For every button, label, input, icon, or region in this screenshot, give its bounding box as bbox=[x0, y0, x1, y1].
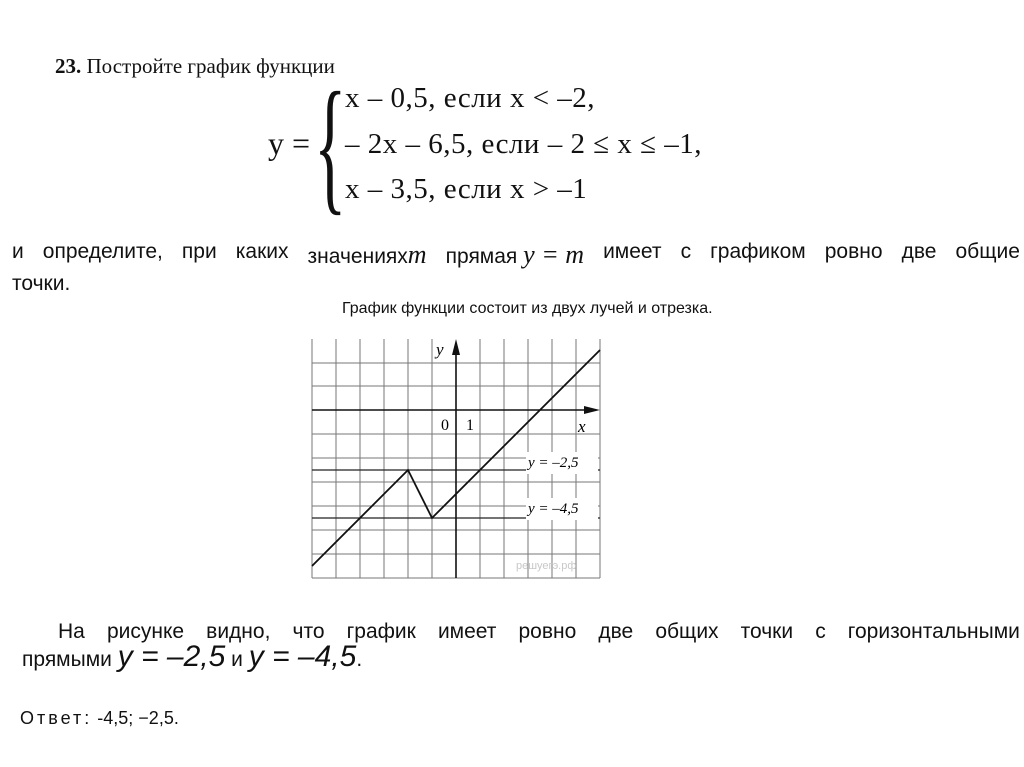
y-axis-label: y bbox=[436, 340, 444, 359]
question-word: и bbox=[12, 240, 24, 263]
question-line-2: точки. bbox=[12, 272, 71, 295]
conclusion-word: видно, bbox=[206, 620, 271, 643]
line-label-2: y = –4,5 bbox=[528, 501, 579, 517]
question-word: определите, bbox=[42, 240, 163, 263]
answer-value: -4,5; −2,5. bbox=[97, 708, 179, 728]
conclusion-word: горизонтальными bbox=[847, 620, 1020, 643]
question-line-1 bbox=[12, 240, 1020, 270]
question-word: ровно bbox=[824, 240, 883, 263]
conclusion-word: график bbox=[346, 620, 416, 643]
question-word: при bbox=[181, 240, 217, 263]
question-word: графиком bbox=[710, 240, 806, 263]
conclusion-math-1: y = –2,5 bbox=[117, 640, 226, 673]
problem-header bbox=[55, 54, 335, 79]
question-word: прямая y = m bbox=[445, 240, 585, 269]
conclusion-word: две bbox=[598, 620, 634, 643]
question-word: имеет bbox=[603, 240, 662, 263]
question-m: m bbox=[407, 240, 427, 269]
conclusion-word: На bbox=[58, 620, 85, 643]
x-axis-arrow bbox=[584, 406, 600, 414]
unit-label: 1 bbox=[466, 417, 474, 434]
question-word: значенияхm bbox=[307, 240, 427, 269]
problem-number: 23. bbox=[55, 54, 82, 78]
function-case-1: x – 0,5, если x < –2, bbox=[345, 82, 596, 114]
conclusion-word: имеет bbox=[437, 620, 497, 643]
problem-title: Постройте график функции bbox=[86, 54, 335, 78]
conclusion-word: точки bbox=[740, 620, 794, 643]
conclusion-math-2: y = –4,5 bbox=[248, 640, 357, 673]
question-word: две bbox=[901, 240, 937, 263]
function-case-3: x – 3,5, если x > –1 bbox=[345, 173, 588, 205]
watermark: решуегэ.рф bbox=[516, 560, 577, 572]
answer bbox=[20, 708, 179, 729]
question-word: каких bbox=[235, 240, 289, 263]
function-graph bbox=[308, 335, 603, 580]
origin-label: 0 bbox=[441, 417, 449, 434]
conclusion-word: ровно bbox=[518, 620, 577, 643]
conclusion-word: общих bbox=[655, 620, 719, 643]
answer-label: Ответ: bbox=[20, 708, 93, 728]
y-axis-arrow bbox=[452, 339, 460, 355]
function-y-label: y = bbox=[268, 125, 311, 161]
conclusion-end: . bbox=[356, 648, 363, 671]
graph-caption: График функции состоит из двух лучей и отрезка. bbox=[342, 300, 713, 317]
question-math: y = m bbox=[523, 240, 585, 269]
function-case-2: – 2x – 6,5, если – 2 ≤ x ≤ –1, bbox=[345, 128, 703, 160]
conclusion-start: прямыми bbox=[22, 648, 112, 671]
line-label-1: y = –2,5 bbox=[528, 455, 579, 471]
conclusion-word: с bbox=[815, 620, 826, 643]
conclusion-line-2 bbox=[22, 640, 362, 674]
left-brace: { bbox=[314, 62, 347, 228]
conclusion-and: и bbox=[231, 648, 243, 671]
x-axis-label: x bbox=[578, 417, 586, 436]
conclusion-word: рисунке bbox=[106, 620, 185, 643]
question-word: с bbox=[680, 240, 692, 263]
conclusion-word: что bbox=[292, 620, 325, 643]
question-word: общие bbox=[955, 240, 1020, 263]
